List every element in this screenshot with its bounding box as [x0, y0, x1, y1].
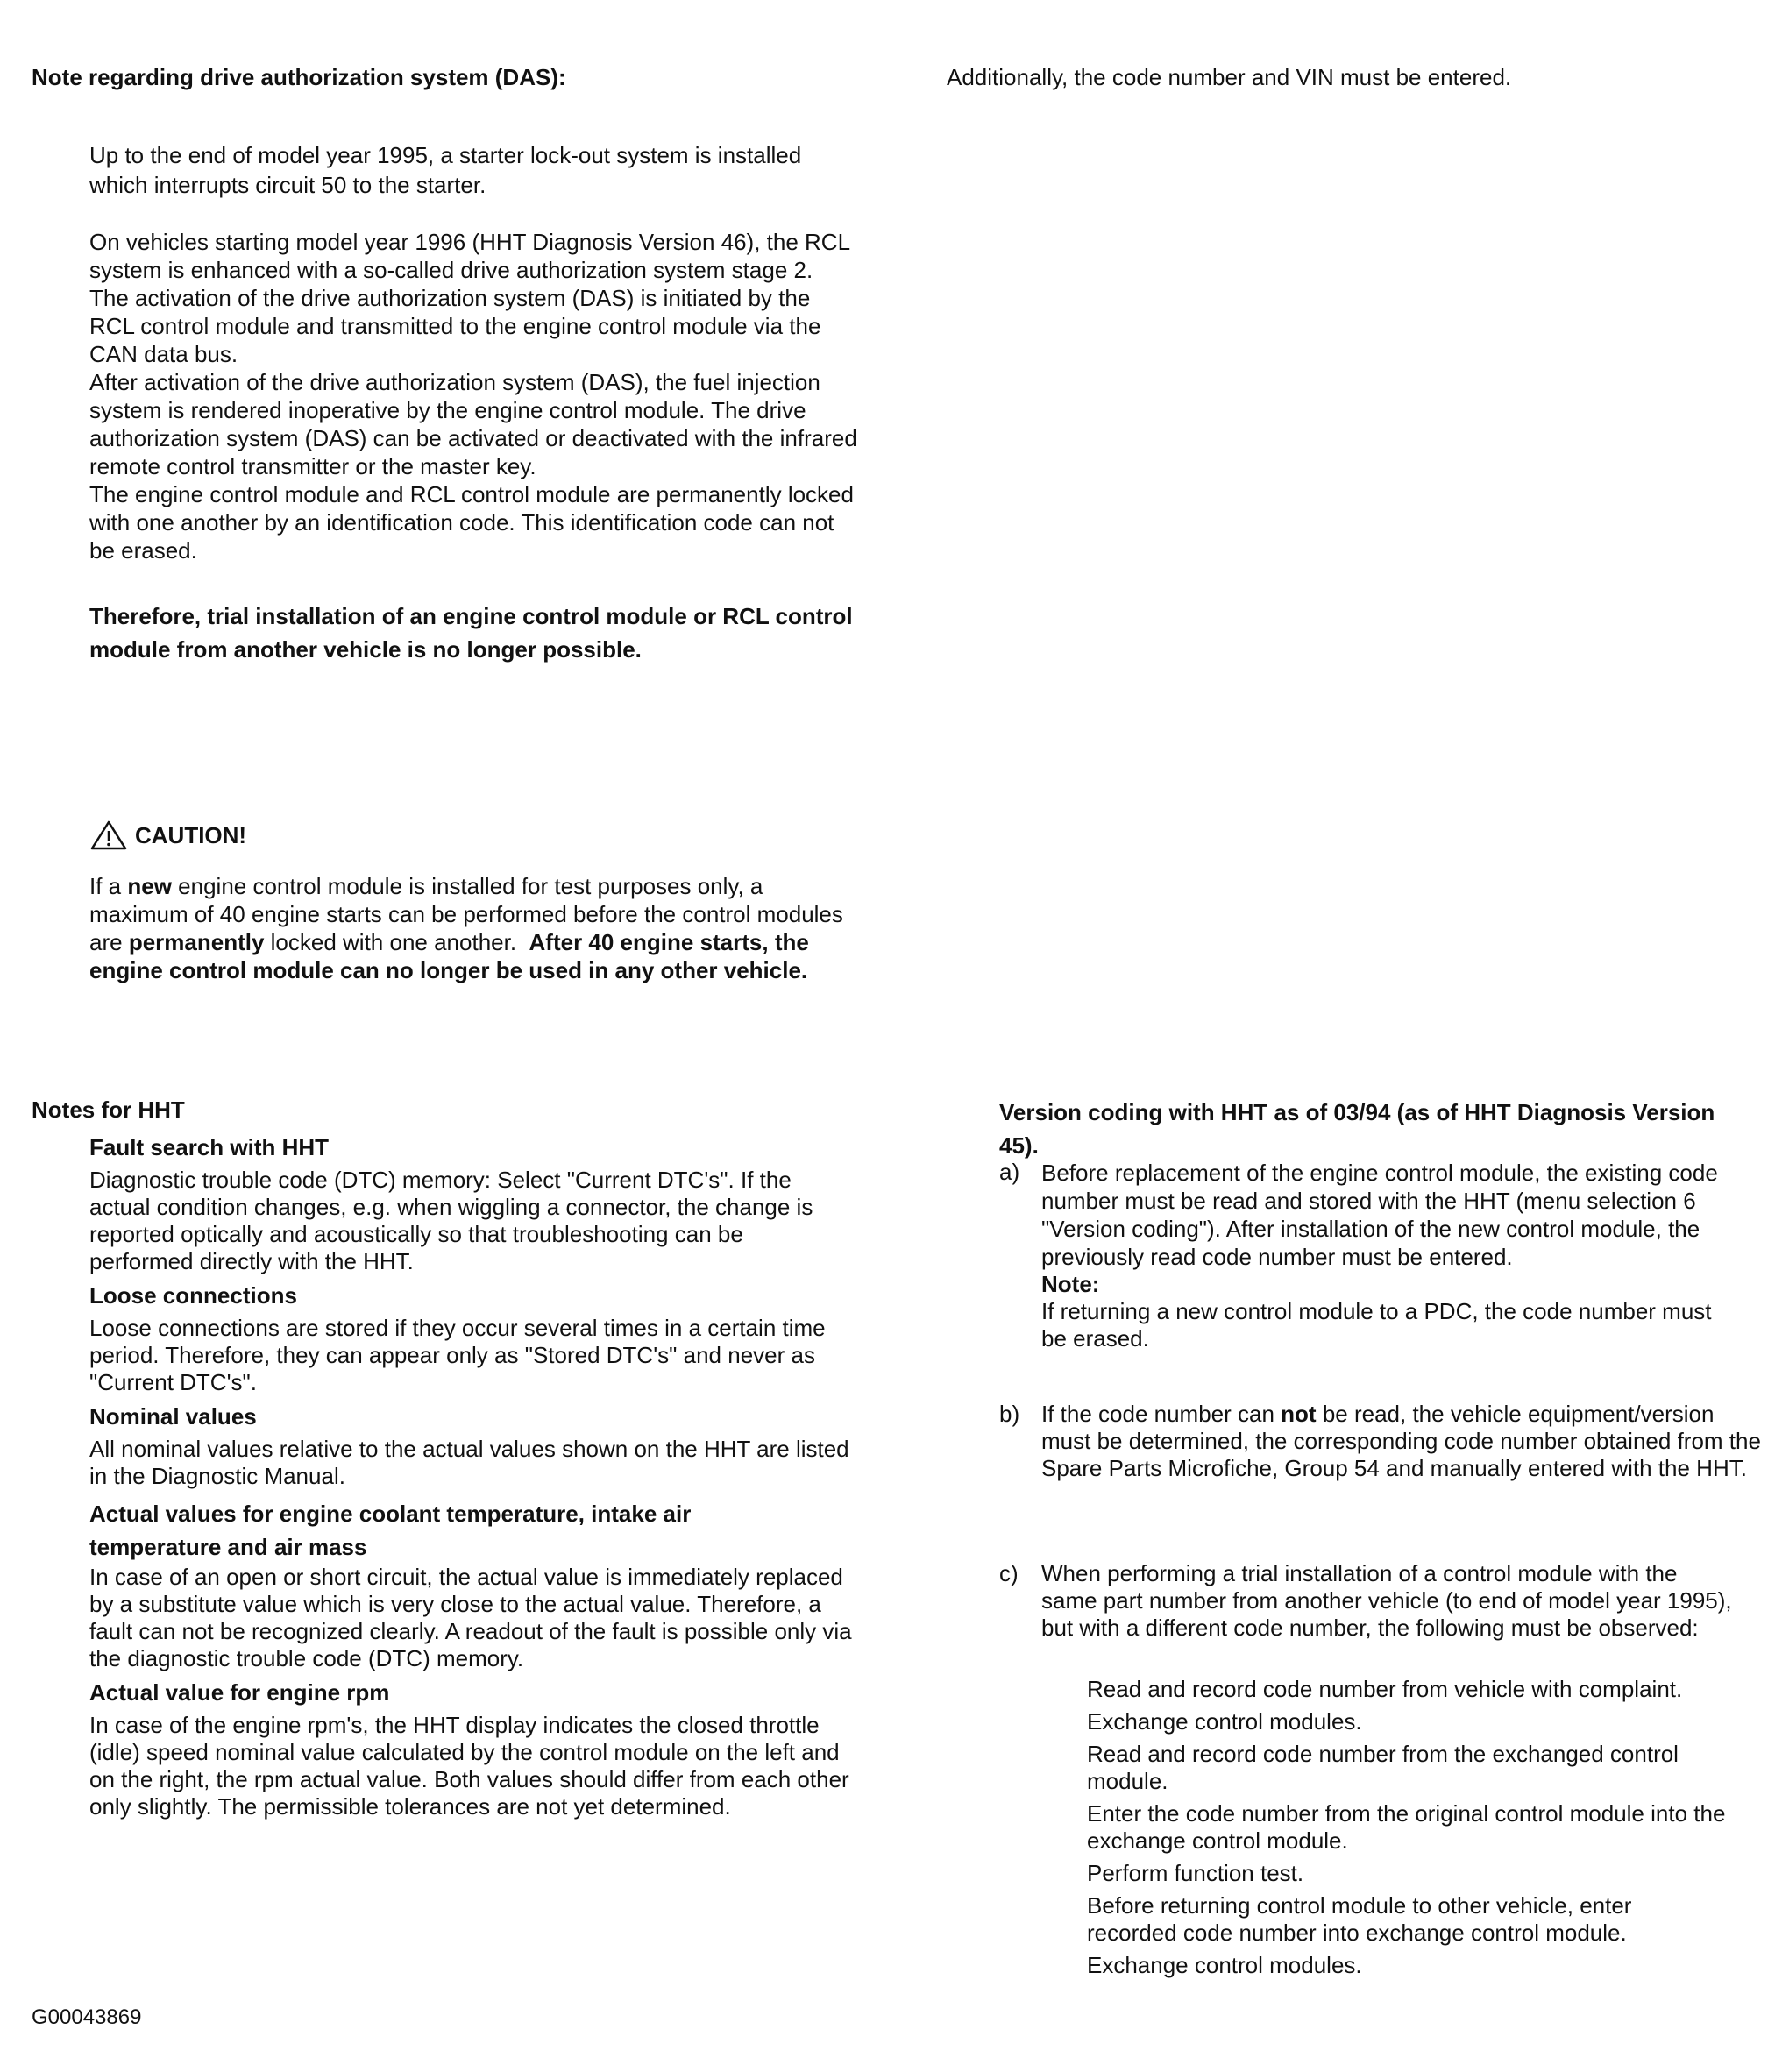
item-c-text: When performing a trial installation of a control module with the same part number from another vehicle (to end of model year 1995), but with a different code number, the following must be observed: — [1041, 1560, 1732, 1641]
right-top-note: Additionally, the code number and VIN must be entered. — [947, 64, 1512, 90]
das-paragraph-4: After activation of the drive authorization system (DAS), the fuel injection system is rendered inoperative by the engine control module. The drive authorization system (DAS) can be activated or deactivated with the infrared remote control transmitter or the master key. — [89, 369, 857, 479]
caution-text-1: If a — [89, 873, 128, 899]
hht-nominal-values-title: Nominal values — [89, 1403, 257, 1430]
hht-engine-rpm-title: Actual value for engine rpm — [89, 1679, 390, 1706]
step-item: Exchange control modules. — [1087, 1952, 1362, 1978]
item-a-note: If returning a new control module to a PDC, the code number must be erased. — [1041, 1298, 1712, 1352]
das-section — [89, 140, 861, 666]
das-paragraph-5: The engine control module and RCL control module are permanently locked with one another by an identification code. This identification code can not be erased. — [89, 481, 854, 564]
das-paragraph-1: Up to the end of model year 1995, a starter lock-out system is installed which interrupts circuit 50 to the starter. — [89, 142, 802, 198]
hht-fault-search-title: Fault search with HHT — [89, 1134, 330, 1160]
hht-actual-values-title: Actual values for engine coolant temperature, intake air temperature and air mass — [89, 1501, 692, 1560]
item-a-text-block — [1041, 1159, 1769, 1352]
hht-nominal-values-body: All nominal values relative to the actual values shown on the HHT are listed in the Diagnostic Manual. — [89, 1436, 849, 1489]
step-item: Before returning control module to other vehicle, enter recorded code number into exchange control module. — [1087, 1892, 1632, 1946]
caution-label: CAUTION! — [135, 822, 247, 848]
item-b-label: b) — [999, 1401, 1020, 1427]
hht-loose-connections-title: Loose connections — [89, 1282, 297, 1309]
caution-text — [89, 872, 861, 984]
step-item: Perform function test. — [1087, 1860, 1304, 1886]
item-a-label: a) — [999, 1159, 1020, 1185]
step-item: Read and record code number from the exchanged control module. — [1087, 1741, 1679, 1794]
version-heading: Version coding with HHT as of 03/94 (as of HHT Diagnosis Version 45). — [999, 1099, 1715, 1159]
item-a-text: Before replacement of the engine control module, the existing code number must be read and stored with the HHT (menu selection 6 "Version coding"). After installation of the new control module, the previously read code number must be entered. — [1041, 1160, 1718, 1270]
caution-text-2: engine control module is installed for test purposes only, a maximum of 40 engine starts can be performed before the control modules are — [89, 873, 843, 955]
item-b-not: not — [1281, 1401, 1317, 1427]
warning-triangle-icon — [89, 820, 128, 851]
hht-engine-rpm-body: In case of the engine rpm's, the HHT display indicates the closed throttle (idle) speed nominal value calculated by the control module on the left and on the right, the rpm actual value. Both values should differ from each other only slightly. The permissible tolerances are not yet determined. — [89, 1712, 849, 1820]
item-b-text-2: be read, the vehicle equipment/version must be determined, the corresponding code number obtained from the Spare Parts Microfiche, Group 54 and manually entered with the HHT. — [1041, 1401, 1761, 1481]
step-item: Read and record code number from vehicle with complaint. — [1087, 1676, 1683, 1702]
das-paragraph-2: On vehicles starting model year 1996 (HHT Diagnosis Version 46), the RCL system is enhanced with a so-called drive authorization system stage 2. — [89, 229, 850, 283]
hht-heading: Notes for HHT — [32, 1096, 185, 1123]
caution-permanently: permanently — [128, 929, 265, 955]
version-steps — [1087, 1676, 1753, 1984]
figure-id: G00043869 — [32, 2005, 142, 2029]
das-paragraph-3: The activation of the drive authorization system (DAS) is initiated by the RCL control module and transmitted to the engine control module via the CAN data bus. — [89, 285, 821, 367]
item-b-text — [1041, 1401, 1769, 1482]
item-b-text-1: If the code number can — [1041, 1401, 1282, 1427]
step-item: Enter the code number from the original control module into the exchange control module. — [1087, 1800, 1726, 1854]
item-c-label: c) — [999, 1560, 1019, 1586]
caution-text-3: locked with one another. — [264, 929, 529, 955]
hht-fault-search-body: Diagnostic trouble code (DTC) memory: Select "Current DTC's". If the actual condition changes, e.g. when wiggling a connector, the change is reported optically and acoustically so that troubleshooting can be performed directly with the HHT. — [89, 1167, 813, 1274]
step-item: Exchange control modules. — [1087, 1708, 1362, 1735]
caution-bold-end: After 40 engine starts, the engine control module can no longer be used in any other vehicle. — [89, 929, 809, 983]
hht-section — [89, 1134, 861, 1820]
das-heading: Note regarding drive authorization system (DAS): — [32, 64, 566, 90]
hht-loose-connections-body: Loose connections are stored if they occur several times in a certain time period. Therefore, they can appear only as "Stored DTC's" and never as "Current DTC's". — [89, 1315, 826, 1395]
caution-new: new — [127, 873, 172, 899]
item-a-note-label: Note: — [1041, 1271, 1100, 1297]
das-bold-note: Therefore, trial installation of an engine control module or RCL control module from another vehicle is no longer possible. — [89, 603, 853, 663]
hht-actual-values-body: In case of an open or short circuit, the actual value is immediately replaced by a substitute value which is very close to the actual value. Therefore, a fault can not be recognized clearly. A readout of the fault is possible only via the diagnostic trouble code (DTC) memory. — [89, 1564, 852, 1671]
